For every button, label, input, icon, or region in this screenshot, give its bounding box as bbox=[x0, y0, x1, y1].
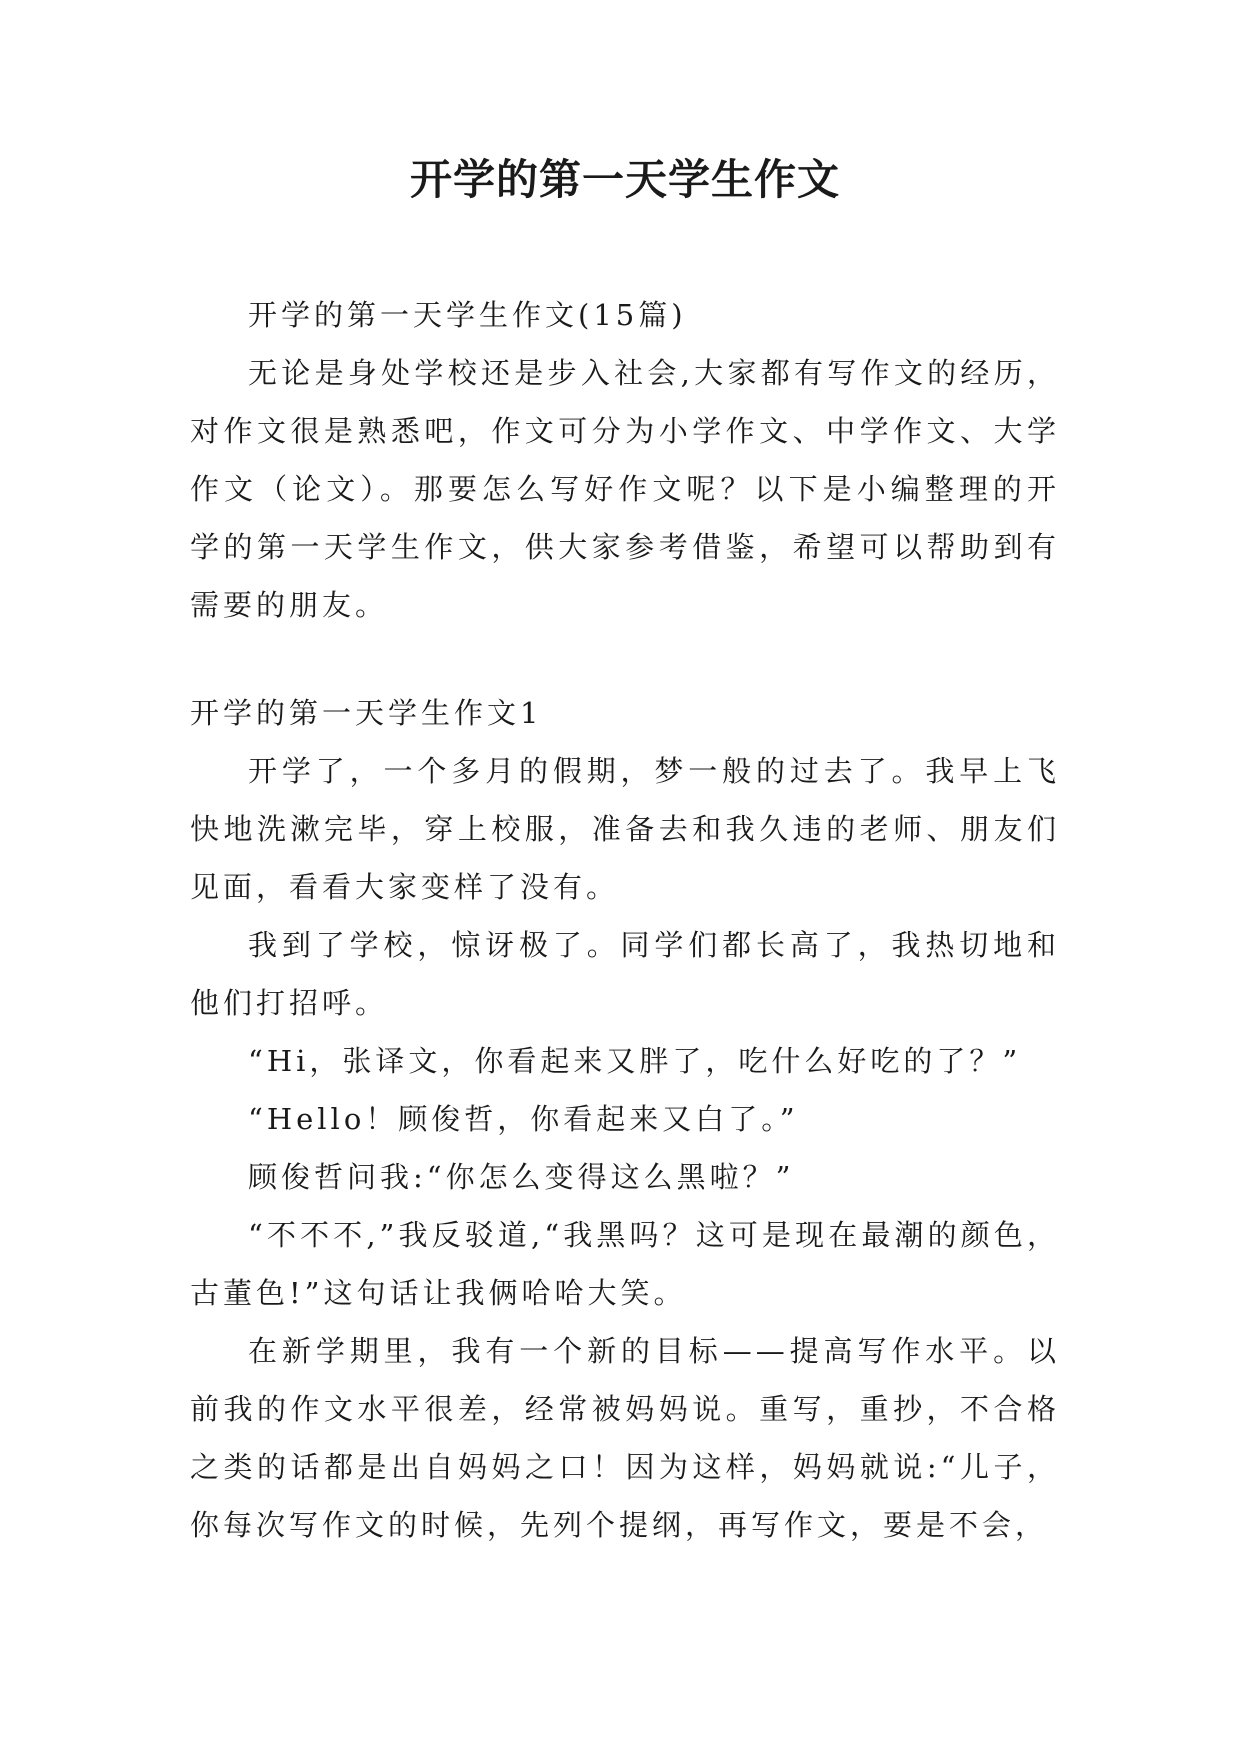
body-paragraph: “Hello！顾俊哲，你看起来又白了。” bbox=[248, 1102, 799, 1136]
body-paragraph: 顾俊哲问我:“你怎么变得这么黑啦？” bbox=[248, 1160, 795, 1194]
body-paragraph: “不不不,”我反驳道,“我黑吗？这可是现在最潮的颜色，古董色!”这句话让我俩哈哈大笑。 bbox=[190, 1218, 1060, 1310]
intro-paragraph: 无论是身处学校还是步入社会,大家都有写作文的经历，对作文很是熟悉吧，作文可分为小学作文、中学作文、大学作文（论文）。那要怎么写好作文呢？以下是小编整理的开学的第一天学生作文，供大家参考借鉴，希望可以帮助到有需要的朋友。 bbox=[190, 356, 1060, 622]
body-paragraph: 开学了，一个多月的假期，梦一般的过去了。我早上飞快地洗漱完毕，穿上校服，准备去和我久违的老师、朋友们见面，看看大家变样了没有。 bbox=[190, 754, 1060, 904]
body-paragraph: “Hi，张译文，你看起来又胖了，吃什么好吃的了？” bbox=[248, 1044, 1022, 1078]
document-title: 开学的第一天学生作文 bbox=[409, 155, 840, 204]
body-paragraph: 在新学期里，我有一个新的目标——提高写作水平。以前我的作文水平很差，经常被妈妈说。重写，重抄，不合格之类的话都是出自妈妈之口！因为这样，妈妈就说:“儿子，你每次写作文的时候，先列个提纲，再写作文，要是不会， bbox=[190, 1334, 1060, 1542]
document-subtitle: 开学的第一天学生作文(15篇) bbox=[248, 298, 687, 332]
section-heading: 开学的第一天学生作文1 bbox=[190, 696, 543, 730]
body-paragraph: 我到了学校，惊讶极了。同学们都长高了，我热切地和他们打招呼。 bbox=[190, 928, 1060, 1020]
document-page bbox=[190, 150, 1060, 1554]
